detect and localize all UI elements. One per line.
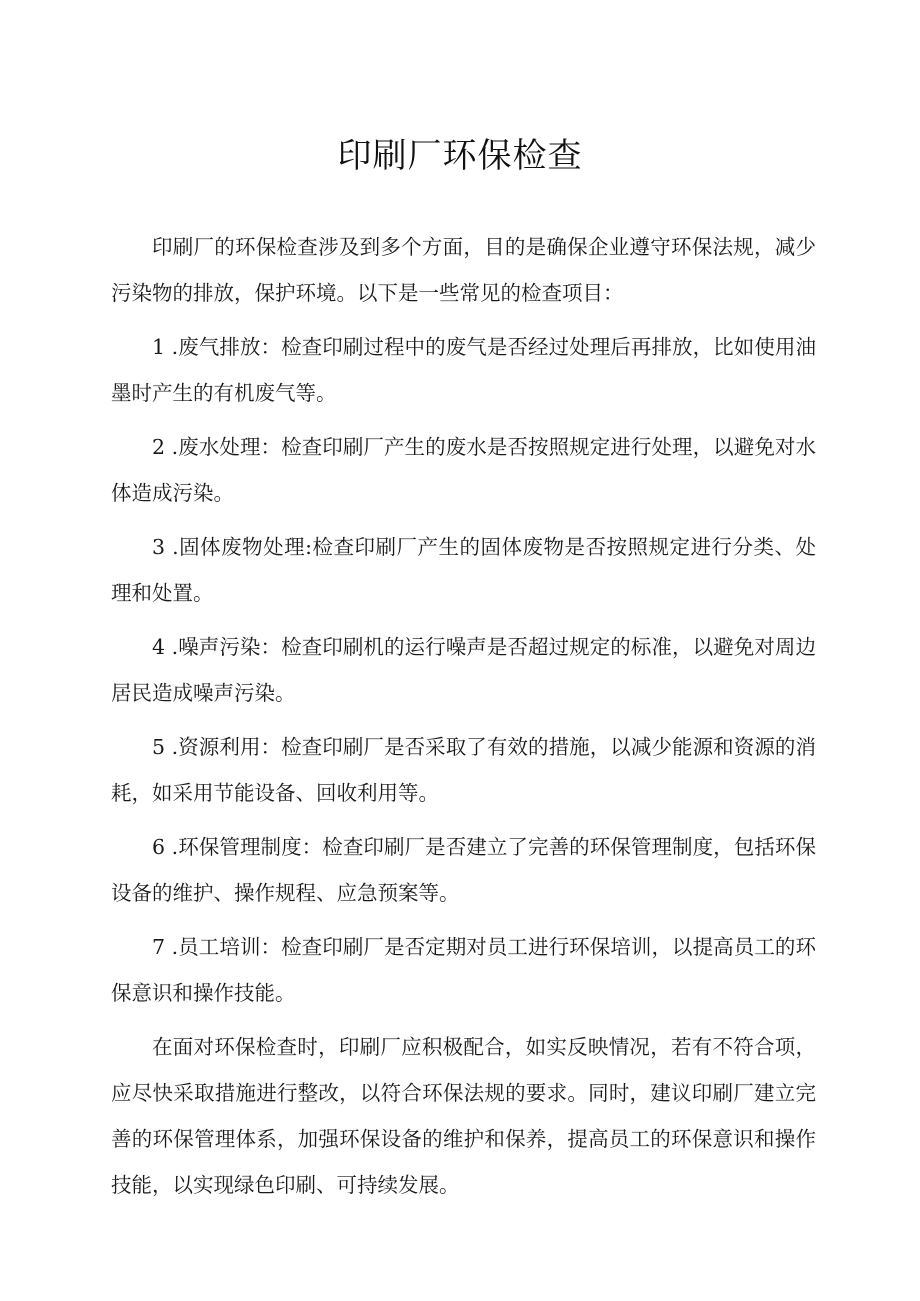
list-item-2 bbox=[111, 424, 816, 516]
item-number: 4 bbox=[152, 635, 166, 659]
item-number: 3 bbox=[152, 535, 166, 559]
conclusion-paragraph: 在面对环保检查时，印刷厂应积极配合，如实反映情况，若有不符合项，应尽快采取措施进行整改，以符合环保法规的要求。同时，建议印刷厂建立完善的环保管理体系，加强环保设备的维护和保养，提高员工的环保意识和操作技能，以实现绿色印刷、可持续发展。 bbox=[111, 1035, 816, 1197]
item-text: .环保管理制度：检查印刷厂是否建立了完善的环保管理制度，包括环保设备的维护、操作规程、应急预案等。 bbox=[111, 835, 816, 905]
page-title: 印刷厂环保检查 bbox=[337, 136, 583, 176]
item-text: .废气排放：检查印刷过程中的废气是否经过处理后再排放，比如使用油墨时产生的有机废气等。 bbox=[111, 335, 816, 405]
list-item-3 bbox=[111, 524, 816, 616]
list-item-5 bbox=[111, 724, 816, 816]
item-text: .噪声污染：检查印刷机的运行噪声是否超过规定的标准，以避免对周边居民造成噪声污染。 bbox=[111, 635, 816, 705]
item-number: 1 bbox=[152, 335, 166, 359]
item-number: 5 bbox=[152, 735, 166, 759]
list-item-1 bbox=[111, 324, 816, 416]
item-text: .资源利用：检查印刷厂是否采取了有效的措施，以减少能源和资源的消耗，如采用节能设备、回收利用等。 bbox=[111, 735, 816, 805]
item-number: 6 bbox=[152, 835, 166, 859]
list-item-7 bbox=[111, 924, 816, 1016]
item-number: 2 bbox=[152, 435, 166, 459]
item-text: .员工培训：检查印刷厂是否定期对员工进行环保培训，以提高员工的环保意识和操作技能。 bbox=[111, 935, 816, 1005]
list-item-6 bbox=[111, 824, 816, 916]
document-body bbox=[111, 224, 816, 1216]
list-item-4 bbox=[111, 624, 816, 716]
item-number: 7 bbox=[152, 935, 166, 959]
intro-paragraph: 印刷厂的环保检查涉及到多个方面，目的是确保企业遵守环保法规，减少污染物的排放，保护环境。以下是一些常见的检查项目： bbox=[111, 235, 816, 305]
item-text: .固体废物处理:检查印刷厂产生的固体废物是否按照规定进行分类、处理和处置。 bbox=[111, 535, 816, 605]
item-text: .废水处理：检查印刷厂产生的废水是否按照规定进行处理，以避免对水体造成污染。 bbox=[111, 435, 816, 505]
